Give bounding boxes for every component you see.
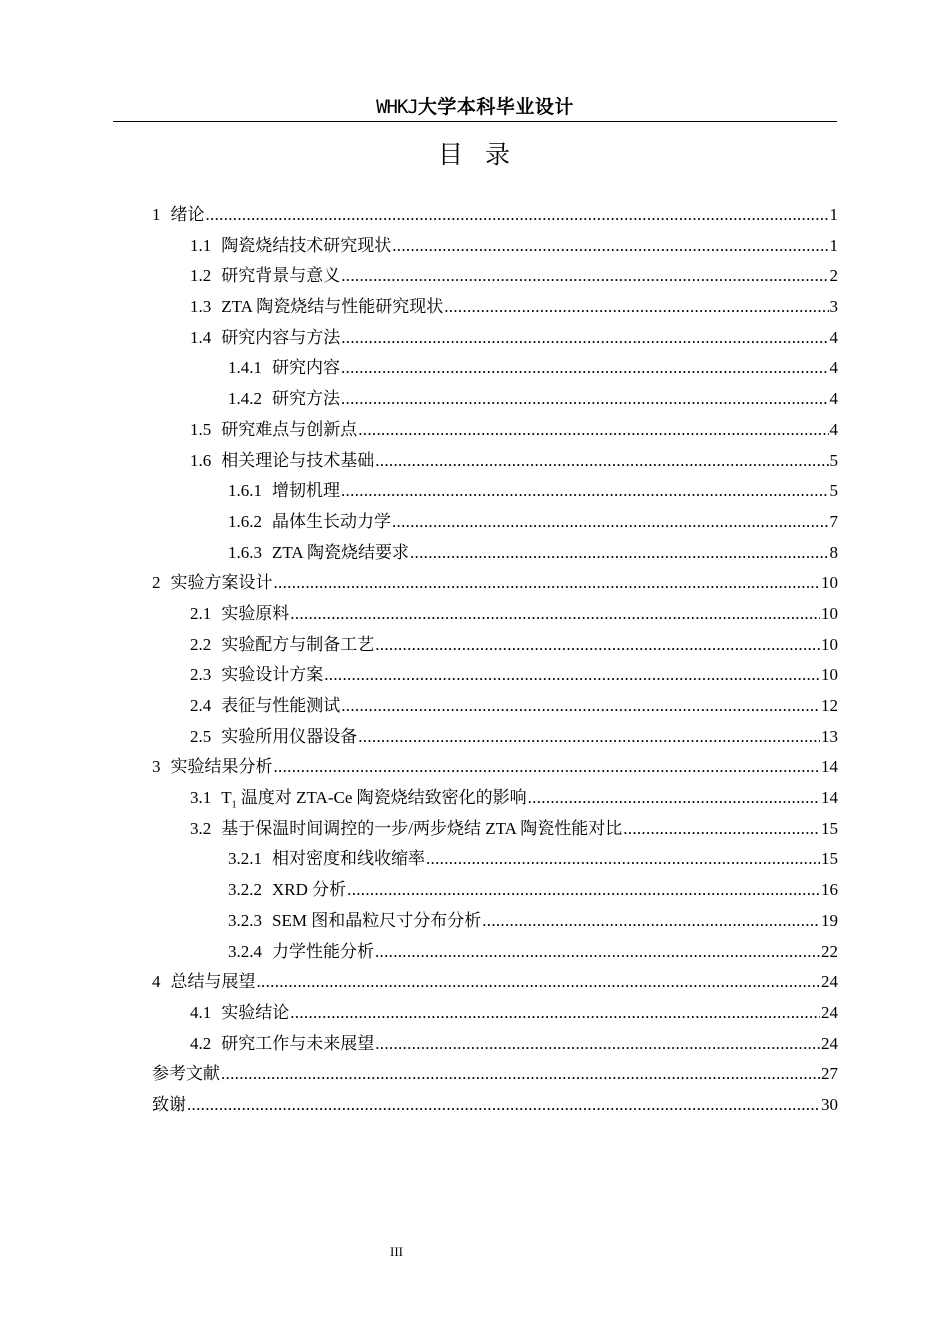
toc-entry-label: 增韧机理: [272, 481, 340, 501]
toc-entry-number: 3.2: [190, 818, 212, 838]
toc-entry-page: 4: [829, 358, 838, 378]
toc-entry-label-prefix: T: [221, 788, 232, 808]
toc-leader-dots: [528, 783, 820, 813]
toc-leader-dots: [375, 630, 820, 660]
toc-entry[interactable]: [152, 998, 838, 1029]
toc-leader-dots: [341, 691, 820, 721]
toc-leader-dots: [274, 752, 821, 782]
toc-entry[interactable]: [152, 507, 838, 538]
toc-entry-page: 15: [821, 818, 838, 838]
toc-entry[interactable]: [152, 353, 838, 384]
toc-leader-dots: [375, 446, 828, 476]
toc-entry-label: 研究方法: [272, 389, 340, 409]
table-of-contents: [152, 200, 838, 1121]
toc-entry[interactable]: [152, 384, 838, 415]
toc-entry[interactable]: [152, 783, 838, 814]
toc-entry-label-subscript: 1: [231, 799, 237, 811]
toc-entry-page: 8: [829, 542, 838, 562]
toc-entry-page: 22: [821, 941, 838, 961]
toc-entry[interactable]: [152, 292, 838, 323]
toc-leader-dots: [375, 1029, 820, 1059]
toc-entry-page: 24: [821, 1033, 838, 1053]
toc-leader-dots: [290, 998, 820, 1028]
toc-entry[interactable]: [152, 1029, 838, 1060]
toc-entry-label: 相对密度和线收缩率: [272, 849, 425, 869]
toc-entry-number: 2.4: [190, 696, 212, 715]
toc-entry-page: 3: [829, 297, 838, 317]
toc-entry-page: 7: [829, 511, 838, 531]
toc-entry[interactable]: [152, 476, 838, 507]
toc-entry[interactable]: [152, 1059, 838, 1090]
toc-entry-number: 3.2.1: [228, 849, 262, 869]
toc-entry-number: 3: [152, 757, 161, 777]
toc-entry-label: 实验设计方案: [221, 665, 324, 685]
toc-entry[interactable]: [152, 538, 838, 569]
toc-leader-dots: [426, 844, 820, 874]
toc-leader-dots: [341, 261, 828, 291]
toc-entry-page: 4: [829, 419, 838, 439]
toc-entry-number: 1.4: [190, 327, 212, 347]
toc-entry-page: 1: [829, 205, 838, 224]
toc-leader-dots: [358, 415, 828, 445]
toc-entry-label: 参考文献: [152, 1064, 220, 1084]
toc-entry-label: ZTA 陶瓷烧结要求: [272, 542, 409, 562]
toc-entry-number: 1.6.3: [228, 542, 262, 562]
toc-entry-number: 3.2.4: [228, 941, 262, 961]
header-title: 大学本科毕业设计: [417, 97, 574, 118]
toc-entry-page: 19: [821, 910, 838, 930]
toc-entry-number: 1: [152, 205, 161, 224]
toc-entry[interactable]: [152, 906, 838, 937]
toc-entry-number: 1.5: [190, 419, 212, 439]
toc-entry-page: 2: [829, 266, 838, 286]
toc-entry[interactable]: [152, 752, 838, 783]
toc-entry-page: 10: [821, 573, 838, 593]
toc-title: 目 录: [438, 140, 512, 169]
toc-entry-page: 10: [821, 634, 838, 654]
toc-entry-number: 1.1: [190, 235, 212, 255]
toc-entry-number: 1.4.2: [228, 389, 262, 409]
toc-entry-label-text: 温度对 ZTA-Ce 陶瓷烧结致密化的影响: [236, 788, 527, 808]
toc-entry[interactable]: [152, 967, 838, 998]
toc-entry-number: 1.4.1: [228, 358, 262, 378]
toc-entry-label: 研究工作与未来展望: [221, 1033, 375, 1053]
toc-entry-label: 基于保温时间调控的一步/两步烧结 ZTA 陶瓷性能对比: [221, 818, 623, 838]
toc-entry-page: 12: [821, 696, 838, 715]
toc-leader-dots: [358, 722, 820, 752]
toc-leader-dots: [274, 568, 821, 598]
toc-leader-dots: [444, 292, 828, 322]
toc-entry-page: 5: [829, 481, 838, 501]
toc-entry-label: 绪论: [170, 205, 205, 224]
toc-entry-label: 实验方案设计: [170, 573, 273, 593]
toc-entry-label: 相关理论与技术基础: [221, 450, 375, 470]
toc-entry-number: 2.2: [190, 634, 212, 654]
toc-entry[interactable]: [152, 691, 838, 722]
toc-entry-page: 1: [829, 235, 838, 255]
toc-entry-label: 致谢: [152, 1094, 186, 1114]
toc-entry-label: 实验配方与制备工艺: [221, 634, 375, 654]
toc-leader-dots: [392, 507, 829, 537]
toc-entry-number: 1.6: [190, 450, 212, 470]
toc-entry-label: 总结与展望: [170, 972, 256, 992]
toc-entry-page: 30: [821, 1094, 838, 1114]
toc-entry-number: 3.2.3: [228, 910, 262, 930]
toc-leader-dots: [341, 323, 828, 353]
toc-entry-page: 4: [829, 389, 838, 409]
toc-entry-page: 14: [821, 757, 838, 777]
toc-entry-label: 陶瓷烧结技术研究现状: [221, 235, 392, 255]
toc-leader-dots: [187, 1090, 820, 1120]
toc-entry[interactable]: [152, 630, 838, 661]
toc-leader-dots: [206, 200, 829, 230]
toc-entry[interactable]: [152, 568, 838, 599]
toc-leader-dots: [410, 538, 829, 568]
toc-entry-label: 力学性能分析: [272, 941, 374, 961]
toc-entry[interactable]: [152, 937, 838, 968]
toc-entry-page: 4: [829, 327, 838, 347]
toc-entry-label: 研究难点与创新点: [221, 419, 358, 439]
toc-entry-number: 4.2: [190, 1033, 212, 1053]
toc-entry[interactable]: [152, 415, 838, 446]
toc-entry-label: 研究背景与意义: [221, 266, 341, 286]
toc-entry-number: 1.6.2: [228, 511, 262, 531]
toc-entry-label: 表征与性能测试: [221, 696, 341, 715]
toc-leader-dots: [257, 967, 821, 997]
toc-entry[interactable]: [152, 323, 838, 354]
toc-entry[interactable]: [152, 1090, 838, 1121]
toc-entry[interactable]: [152, 261, 838, 292]
toc-leader-dots: [341, 353, 829, 383]
toc-entry-label: 实验结果分析: [170, 757, 273, 777]
toc-leader-dots: [375, 937, 820, 967]
toc-leader-dots: [341, 384, 829, 414]
toc-leader-dots: [221, 1059, 820, 1089]
toc-entry-number: 1.3: [190, 297, 212, 317]
toc-entry-number: 4: [152, 972, 161, 992]
toc-entry[interactable]: [152, 599, 838, 630]
toc-entry-label: 研究内容: [272, 358, 340, 378]
toc-entry[interactable]: [152, 446, 838, 477]
toc-entry-page: 15: [821, 849, 838, 869]
toc-entry-label: ZTA 陶瓷烧结与性能研究现状: [221, 297, 444, 317]
toc-entry[interactable]: [152, 814, 838, 845]
toc-entry-label: 晶体生长动力学: [272, 511, 391, 531]
header-school-code: WHKJ: [376, 96, 418, 118]
toc-entry-page: 13: [821, 726, 838, 746]
toc-entry[interactable]: [152, 844, 838, 875]
toc-entry-number: 2.1: [190, 603, 212, 623]
toc-entry-page: 24: [821, 972, 838, 992]
toc-entry-page: 16: [821, 880, 838, 900]
toc-entry-page: 10: [821, 665, 838, 685]
toc-entry-number: 3.1: [190, 788, 212, 808]
toc-leader-dots: [290, 599, 820, 629]
toc-entry-number: 4.1: [190, 1002, 212, 1022]
toc-entry-page: 5: [829, 450, 838, 470]
toc-entry-label: 实验原料: [221, 603, 290, 623]
toc-leader-dots: [623, 814, 820, 844]
toc-entry-label: 实验所用仪器设备: [221, 726, 358, 746]
toc-leader-dots: [482, 906, 820, 936]
toc-entry[interactable]: [152, 200, 838, 231]
toc-entry[interactable]: [152, 875, 838, 906]
footer-page-number: III: [390, 1244, 403, 1259]
toc-entry-page: 10: [821, 603, 838, 623]
toc-leader-dots: [392, 231, 828, 261]
toc-entry-number: 3.2.2: [228, 880, 262, 900]
toc-entry-label: 研究内容与方法: [221, 327, 341, 347]
toc-entry-number: 1.2: [190, 266, 212, 286]
toc-entry-number: 2.5: [190, 726, 212, 746]
toc-entry[interactable]: [152, 722, 838, 753]
toc-leader-dots: [341, 476, 829, 506]
toc-entry-number: 1.6.1: [228, 481, 262, 501]
toc-entry-label: XRD 分析: [272, 880, 347, 900]
toc-entry-page: 24: [821, 1002, 838, 1022]
toc-entry-page: 14: [821, 788, 838, 808]
toc-entry-page: 27: [821, 1064, 838, 1084]
toc-entry[interactable]: [152, 231, 838, 262]
header-rule: [113, 121, 837, 122]
toc-entry-label: SEM 图和晶粒尺寸分布分析: [272, 910, 482, 930]
toc-entry-number: 2: [152, 573, 161, 593]
page-header: [113, 94, 837, 122]
toc-leader-dots: [347, 875, 820, 905]
toc-entry-label: 实验结论: [221, 1002, 290, 1022]
toc-leader-dots: [324, 660, 820, 690]
toc-entry[interactable]: [152, 660, 838, 691]
toc-entry-number: 2.3: [190, 665, 212, 685]
